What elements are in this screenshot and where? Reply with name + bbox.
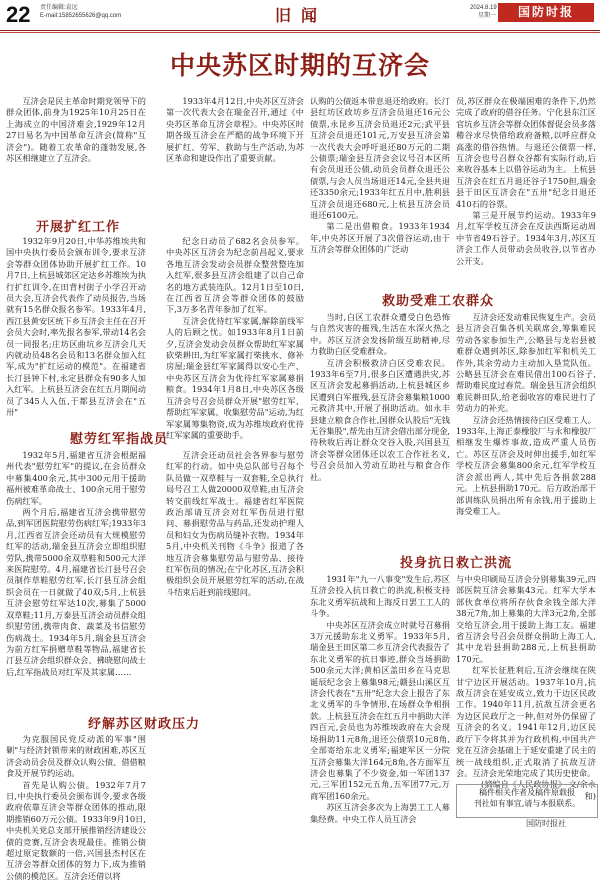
section1-col2 [166,236,304,440]
weekday-value: 星期一 [477,13,496,19]
section4-paragraph: 当时,白区工农群众遭受白色恐怖与自然灾害的摧残,生活在水深火热之中。苏区互济会发扬阶级互助精神,尽力救助白区受难群众。 [310,312,450,357]
article-title: 中央苏区时期的互济会 [169,51,430,80]
header-divider [0,30,600,31]
notice-line-1: 稿件相关作者及稿件原载报 [479,788,575,797]
section5-paragraph: 1931年"九一八事变"发生后,苏区互济会投入抗日救亡的洪流,积极支持东北义勇军抗战和上海反日罢工工人的斗争。 [310,574,450,619]
section4-col4 [456,312,596,538]
section-heading-expand-army: 开展扩红工作 [36,220,121,235]
copyright-notice [456,784,598,818]
section2-paragraph-3: 互济会还动员社会各界参与慰劳红军的行动。如中央总队部号召每个队员做一双草鞋与一双套鞋,全总执行局号召工人做20000双草鞋,由互济会转交前线红军战士。福建省红军医院政治部请互济会对红军伤员进行慰问、募捐慰劳品与药品,还发动护理人员和妇女为伤病员缝补衣物。1934年5月,中央机关刊物《斗争》报道了各地互济会募集慰劳品与慰劳品、接待红军伤员的情况;在宁化苏区,互济会积极组织会员开展慰劳红军的活动,在战斗结束后赶到前线慰问。 [166,450,304,597]
section1-paragraph-3: 互济会优待红军家属,解除前线军人的后顾之忧。如1933年8月1日前夕,互济会发动会员群众帮助红军家属砍柴耕田,为红军家属打柴挑水、修补房屋;瑞金县红军家属得以安心生产、中央苏区互济会为优待红军家属募捐粮食。1934年1月8日,中央苏区各级互济会号召会员群众开展"慰劳红军、帮助红军家属、收集慰劳品"运动,为红军家属筹集物资,成为苏维埃政府优待红军家属的重要助手。 [166,315,304,440]
editor-email: E-mail:15852655626@qq.com [40,13,122,19]
section3-paragraph-5: 第二是出借粮食。1933年1934年,中央苏区开展了3次借谷运动,由于互济会等群众团体的广泛动 [310,221,450,255]
header-divider-thin [0,32,600,33]
editor-info [40,4,121,20]
section5-paragraph-4: 与中央印刷局互济会分别募集39元,四部医院互济会募集43元。红军大学本部伙食单位将所存伙食余钱全部大洋38元7角,加上募集的大洋3元2角,全部交给互济会,用于援助上海工友。福建省互济会号召会员群众捐助上海工人,其中龙岩县捐助288元,上杭县捐助170元。 [456,574,596,664]
section5-col3 [310,574,450,832]
section1-col1 [6,236,146,422]
section2-paragraph: 1932年5月,福建省互济会根据福州代表"慰劳红军"的提议,在会员群众中募集400余元,其中300元用于援助福州被难革命战士、100余元用于慰劳伤病红军。 [6,450,146,506]
section5-paragraph-3: 苏区互济会多次为上海罢工工人募集经费。中央工作人员互济会 [310,802,450,824]
section4-col3 [310,312,450,538]
section-name: 旧闻 [275,6,328,25]
notice-line-2: 刊社如有事宜,请与本报联系。 [473,799,581,808]
section3-col3 [310,96,450,278]
section3-paragraph: 为克服国民党反动派的军事"围剿"与经济封锁带来的财政困难,苏区互济会动员会员及群众认购公债、借借粮食及开展节约运动。 [6,734,146,779]
editor-name: 责任编辑:袁远 [40,5,78,11]
section3-col4 [456,96,596,276]
page-number: 22 [6,2,31,27]
section5-paragraph-5: 红军长征胜利后,互济会继续在陕甘宁边区开展活动。1937年10月,抗敌互济会在延安成立,致力于边区民政工作。1940年11月,抗敌互济会更名为边区民政厅之一种,但对外仍保留了互济会的名义。1941年12月,边区民政厅下令将其并为行政机构,中国共产党在互济会基础上于延安重建了民主的统一战线组织,正式取消了抗敌互济会。互济会光荣地完成了其历史使命。 [456,665,596,778]
article-source: (摘编自《人民政协报》 文/余永和) [481,779,596,801]
section-heading-relief: 救助受难工农群众 [382,294,495,309]
notice-signature: 国防时报社 [526,819,566,828]
section3-paragraph-2: 首先是认购公债。1932年7月7日,中央执行委员会颁布训令,要求各级政府依靠互济会等群众团体的推动,限期推销60万元公债。1933年9月10日,中央机关党总支部开展推销经济建设公债的竞赛,互济会表现最佳。推销公债超过原定数额的一倍,兴国县杰村区在互济会等群众团体的努力下,成为推销公债的模范区。互济会还借以将 [6,779,146,881]
intro-paragraph: 互济会是民主革命时期党领导下的群众团体,前身为1925年10月25日在上海成立的中国济难会,1929年12月27日易名为中国革命互济会(简称"互济会")。随着工农革命的蓬勃发展,各苏区相继建立了互济会。 [6,96,146,164]
section4-paragraph-3: 互济会还发动难民恢复生产。会员县互济会召集各机关联席会,筹集难民劳动各家参加生产,公略县与龙岩县被难群众遇到苏区,除参加红军和机关工作外,其余劳动力主动加入垦荒队伍。公略县互济会在难民借出100石谷子,帮助难民度过春荒。瑞金县互济会组织难民耕田队,给老弱收容的难民进行了劳动力的补充。 [456,312,596,414]
newspaper-logo: 国防时报 [498,3,594,22]
section2-col2 [166,450,304,706]
section2-col1 [6,450,146,706]
section3-col1 [6,734,146,881]
section-heading-comfort-troops: 慰劳红军指战员 [70,432,169,447]
intro-paragraph-2: 1933年4月12日,中央苏区互济会第一次代表大会在瑞金召开,通过《中央苏区革命互济会章程》。中央苏区时期各级互济会在严酷的战争环境下开展扩红、劳军、救助与生产活动,为苏区革命和建设作出了重要贡献。 [166,96,304,164]
section3-paragraph-6: 员,苏区群众在极端困难的条件下,仍然完成了政府的借谷任务。宁化县东江区官坑乡互济会等群众团体督促会员多落稽谷求尽快借给政府备粮,以呼应群众高涨的借谷热情。与退还公债票一样,互济会也号召群众谷都有实际行动,后来收谷基本上以借谷运动为主。上杭县互济会在红五月退还谷子1750担,瑞金县于田区互济会在"五卅"纪念日退还410石的谷票。 [456,96,596,209]
section4-paragraph-4: 互济会还热情接待白区受难工人。1933年,上海正泰橡胶厂与永和橡胶厂相继发生爆炸事故,造成严重人员伤亡。苏区互济会及时伸出援手,如红军学校互济会募集800余元,红军学校互济会派出两人,其中先后各捐款288元。上杭县捐助170元。后方政治部干部训练队员捐出所有余钱,用于援助上海受难工人。 [456,414,596,516]
section-heading-finance: 纾解苏区财政压力 [88,717,201,732]
section4-paragraph-2: 互济会积极救济白区受难农民。1933年6至7月,很多白区遭遇洪灾,苏区互济会发起募捐活动,上杭县城区乡民遭到白军摧残,县互济会募集粮1000元救济其中,开展了捐助活动。如永丰县建立粮食合作社,国群众认股后"无钱无谷集股",帮先由互济会借出部分现金,待秋收后再让群众交谷入股,兴国县互济会等群众团体还以农工合作社名义,号召会员加入劳动互助社与粮食合作社。 [310,357,450,482]
intro-left [6,96,146,166]
issue-date [470,4,496,20]
section2-paragraph-2: 两个月后,福建省互济会携带慰劳品,到军团医院慰劳伤病红军;1933年3月,江西省互济会还动员有大规模慰劳红军的活动,瑞金县互济会立即组织慰劳队,携带5000余双草鞋和500元大洋来医院慰劳。4月,福建省长汀县号召会员制作草鞋慰劳红军,长汀县互济会组织会员在一日就做了40双;5月,上杭县互济会慰劳红军达10次,募集了5000双草鞋;11月,万泰县互济会动员群众组织慰劳团,携带肉食、蔬菜及书信慰劳伤病战士。1934年5月,瑞金县互济会为前方红军捐赠草鞋等物品,福建省长汀县互济会组织群众会、拂晓慰问战士后,红军指战员对红军及其家属…… [6,507,146,677]
section3-paragraph-4: 认购的公债返本带息退还给政府。长汀县红坊区政坊乡互济会员退还16元公债票,永昆乡互济会员退还2元;武平县互济会员退还101元,万安县互济会第一次代表大会呼吁退还80万元的二期公债票;瑞金县互济会会议号召本区所有会员退还公债,动员会员群众退还公债票,与会人员当场退还14元,全县共退还3350余元;1933年红五月中,胜利县互济会员退还680元,上杭县互济会员退还6100元。 [310,96,450,221]
section1-paragraph-2: 纪念日动员了682名会员参军。中央苏区互济会为纪念前昌起义,要求各地互济会发动会员群众整营整连加入红军,很多县互济会组建了以自己命名的地方武装连队。12月1日至10日,在江西省互济会等群众团体的鼓励下,3万多名青年参加了红军。 [166,236,304,315]
section3-paragraph-7: 第三是开展节约运动。1933年9月,红军学校互济会在反法西斯运动周中节省49石谷子。1934年3月,苏区互济会工作人员带动会员收谷,以节省办公开支。 [456,210,596,266]
section1-paragraph: 1932年9月20日,中华苏维埃共和国中央执行委员会颁布训令,要求互济会等群众团体协助开展扩红工作。10月7日,上杭县城郊区定达乡苏维埃为执行扩红训令,在田背村街子小学召开动员大会,互济会代表作了动员报告,当场就有15名群众报名参军。1933年4月,西江县黄安区统下乡互济会主任在召开会员大会时,率先报名参军,带动14名会员一同报名;庄坊区曲坑乡互济会几天内就动员48名会员和13名群众加入红军,成为"扩红运动的模范"。在福建省长汀县钟下村,永定县群众有90多人加入红军。上杭县互济会在红五月期间动员了345人入伍,于都县互济会在"五卅" [6,236,146,418]
section-heading-anti-japanese: 投身抗日救亡洪流 [400,556,513,571]
section5-paragraph-2: 中央苏区互济会成立时就号召募捐3万元援助东北义勇军。1933年5月,瑞金县王田区第二乡互济会代表报告了东北义勇军的抗日事迹,群众当场捐助500余元大洋;黄柏区盖田乡在马克思诞辰纪念会上募集98元;赣县山溪区互济会代表在"五卅"纪念大会上报告了东北义勇军的斗争情形,在场群众争相捐款。上杭县互济会在红五月中捐助大洋四百元,会员也为苏维埃政府在大会现场捐助11元8角,退还公债票10元8角,全部寄给东北义勇军;福建军区一分院互济会募集大洋164元8角,各方面军互济会也募集了不少资金,如一军团137元,三军团152元五角,五军团77元,万商军团160余元。 [310,619,450,801]
date-value: 2024.8.19 [470,5,497,11]
intro-right [166,96,304,208]
